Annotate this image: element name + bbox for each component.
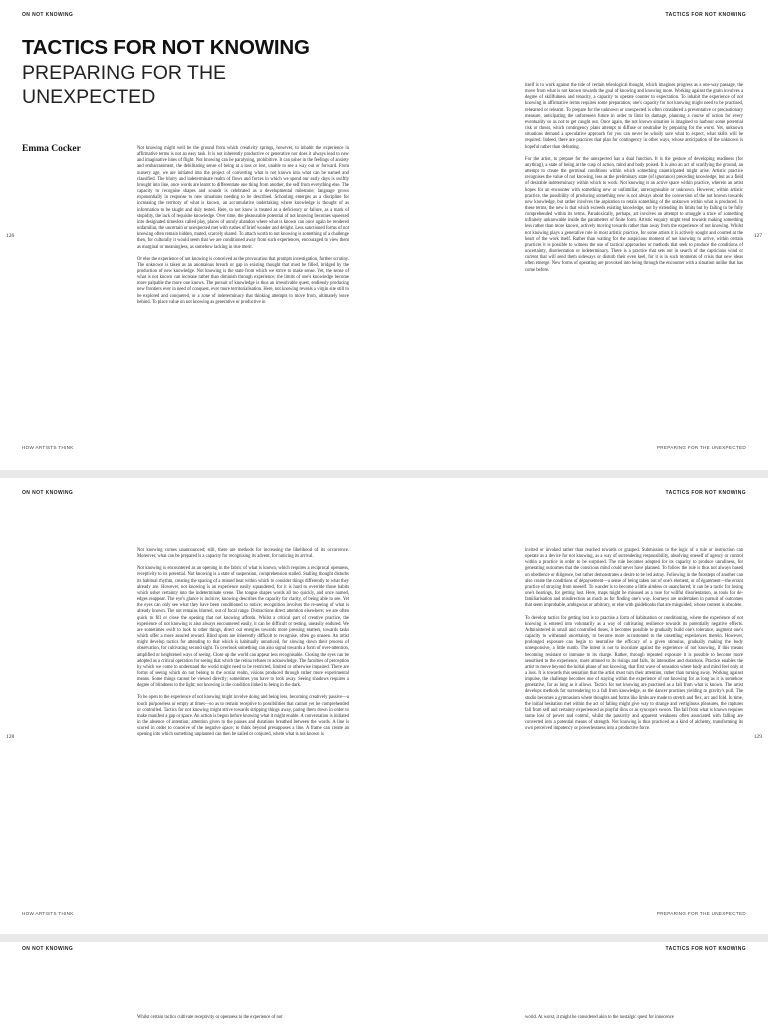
body-column-left xyxy=(137,146,349,312)
book-spread-1 xyxy=(0,0,768,470)
page-number-right: 127 xyxy=(753,233,762,239)
paragraph: For the artist, to prepare for the unexpected has a dual function. It is the gesture of developing readiness (for anything), a state of being at the cusp of action, mind and body poised. It is also an act of scarifying the ground, an attempt to create the germinal conditions within which something unanticipated might arise. Artistic practice recognises the value of not knowing, less as the preliminary state (of ignorance) preceding knowledge, but as a field of desirable indeterminacy within which to work. Not knowing is an active space within practice, wherein an artist hopes for an encounter with something new or unfamiliar, unrecognisable or unknown. However, within artistic practice, the possibility of producing something new is not always about the conversion of the not known towards new knowledge, but rather involves the aspiration to retain something of the unknown within what is produced. In these terms, the new is that which exceeds existing knowledge, not by extending its limits but by failing to be fully comprehended within its terms. Paradoxically, perhaps, art involves an attempt to smuggle a trace of something infinitely unknowable inside the parameters of finite form. Artistic enquiry might tend towards making something less rather than more known, actively moving towards rather than away from the experience of not knowing. Whilst not knowing plays a generative role in most artistic practice, for some artists it is actively sought and courted at the heart of the work itself. Rather than waiting for the auspicious moment of not knowing to arrive, within certain practices it is possible to witness the use of tactical approaches or methods that seek to produce the conditions of uncertainty, disorientation or indeterminacy. There is a practice that sets out in search of the capricious wind or current that will send them sideways or disturb their even keel, for it is in such moments of crisis that new ideas often emerge. New forms of operating are provoked into being through the encounter with a situation unlike that has come before. xyxy=(525,156,743,273)
running-footer-right: PREPARING FOR THE UNEXPECTED xyxy=(656,911,746,916)
running-header-left: ON NOT KNOWING xyxy=(22,946,74,952)
body-column-left xyxy=(137,548,349,745)
running-footer-left: HOW ARTISTS THINK xyxy=(22,911,74,916)
paragraph: To be open to the experience of not knowing might involve doing and being less, becoming creatively passive—a touch purposeless or empty at times—so as to remain receptive to possibilities that cannot yet be comprehended or controlled. Tactics for not knowing might strive towards stripping things away, paring them down in order to make manifest a gap or space. An action is begun before knowing what it might enable. A conversation is initiated in the absence of intention; attention given to the pauses and durations breathed between the words. A line is scored in order to conceive of the negative space; to think beyond presupposes a line. A frame can create an opening into which something unplanned can then be sailed or conjured, where what is not known is xyxy=(137,695,349,738)
running-header-left: ON NOT KNOWING xyxy=(22,12,74,18)
body-column-right xyxy=(525,548,743,739)
book-spread-3 xyxy=(0,942,768,1024)
paragraph: itself is to work against the tide of certain teleological thought, which imagines progress as a one-way passage, the move from what is not known towards the goal of knowing and knowing more. Working against the grain involves a degree of skillfulness and tenacity, a capacity to operate counter to expectation. To inhabit the experience of not knowing in affirmative terms requires some preparation; one's capacity for not knowing might need to be practised, rehearsed or relearnt. To prepare for the unknown or unexpected is often considered a preventative or precautionary measure, anticipating the unforeseen future in order to limit its damage, planning a course of action for every eventuality so as not to get caught out. Once again, the not known situation is imagined to harbour some potential risk or threat, which contingency plans attempt to diffuse or neutralise by preparing for the worst. Yet, unknown situations demand a speculative approach for you can never be wholly sure what to expect, what skills will be required. Indeed, there are practices that plan for contingency in other ways, whose anticipation of the unknown is hopeful rather than defeating. xyxy=(525,83,743,150)
running-footer-right: PREPARING FOR THE UNEXPECTED xyxy=(656,445,746,450)
page-number-right: 129 xyxy=(753,734,762,740)
running-header-left: ON NOT KNOWING xyxy=(22,490,74,496)
body-column-right xyxy=(525,83,743,280)
paragraph: Not knowing might well be the ground from which creativity springs, however, to inhabit the experience in affirmative terms is not an easy task. It is not inherently productive or generative nor does it always lead to new and imaginative lines of flight. Not knowing can be paralysing, prohibitive. It can usher in the feelings of anxiety and embarrassment, the debilitating sense of being at a loss or lost, unable to see a way out or forward. From nursery age, we are initiated into the project of converting what is not known into what can be named and classified. The blurry and indeterminate realm of flows and forces in which we spend our early days is swiftly brought into line, once words are learnt to differentiate one thing from another, the self from everything else. The capacity to recognise shapes and sounds is celebrated as a developmental milestone; language grows exponentially in response to new situations needing to be described. Schooling emerges as a discipline for increasing the territory of what is known, an accumulative undertaking where knowledge is thought of as information to be taught and duly tested. Here, to not know is treated as a deficiency or failure, as a mark of stupidity, the lack of requisite knowledge. Over time, the pleasurable potential of not knowing becomes squeezed into designated timeslots called play, places of unruly abandon where what is known can once again be rendered unfamiliar, the uncertain or unexpected met with rushes of brief wonder and delight. Less sanctioned forms of not knowing often remain hidden, muted, scarcely shared. To attach worth to not knowing is something of a challenge then, for culturally it would seem that we are conditioned away from such experiences, encouraged to view them as marginal or meaningless, as somehow lacking in true merit. xyxy=(137,146,349,250)
running-header-right: TACTICS FOR NOT KNOWING xyxy=(665,490,746,496)
author-name: Emma Cocker xyxy=(22,144,81,154)
running-header-right: TACTICS FOR NOT KNOWING xyxy=(665,946,746,952)
page-number-left: 128 xyxy=(6,734,15,740)
page-separator xyxy=(0,934,768,942)
paragraph: Whilst certain tactics cultivate receptivity or openness to the experience of not xyxy=(137,1015,283,1020)
running-header-right: TACTICS FOR NOT KNOWING xyxy=(665,12,746,18)
paragraph: Not knowing comes unannounced; still, there are methods for increasing the likelihood of its occurrence. Moreover, what can be prepared is a capacity for recognising its advent, for noticing its arrival. xyxy=(137,548,349,560)
paragraph: To develop tactics for getting lost is to practise a form of habituation or conditioning, where the experience of not knowing is entered into voluntarily as a way of cultivating resilience towards its potentially negative effects. Administered in small and controlled doses, it becomes possible to gradually build one's tolerance, augment one's capacity to withstand uncertainty, to become more accustomed to the unsettling experiences therein. However, prolonged exposure can begin to neutralise the efficacy of a given stimulus, gradually making the body unresponsive, a little numb. The intent is not to inoculate against the experience of not knowing, if this means becoming resistant or immune to its charge. Rather, through repeated exposure it is possible to become more sensitised to the experience, more attuned to its risings and falls, its intensities and durations. Practice enables the artist to move beyond the initial phase of not knowing, that first wave of sensation where body and mind feel only at a loss. It is towards this sensation that the artist must turn their attention, rather than turning away. Working against impulse, the challenge becomes one of staying within the experience of not knowing for as long as it is somehow generative, for as long as it allows. Tactics for not knowing are practised as a fall from what is known. The artist develops methods for surrendering to a fall from knowledge, as the dancer practises yielding to gravity's pull. The studio becomes a gymnasium where thoughts and forms like limbs are made to stretch and flex, arc and fold. In time, the initial hesitation met within the act of falling might give way to strange and vertiginous pleasures, the raptures fall from self and certainty experienced as playful ilinx or as syncope's swoon. The fall from what is known requires some loss of power and control, whilst the passivity and apparent weakness often associated with falling are converted into a potential means of strength. Not knowing is thus practiced as a kind of alchemy, transforming its own perceived impotency or powerlessness into a productive force. xyxy=(525,615,743,732)
chapter-title: TACTICS FOR NOT KNOWING xyxy=(22,36,310,59)
page-number-left: 126 xyxy=(6,233,15,239)
page-separator xyxy=(0,470,768,478)
book-spread-2 xyxy=(0,478,768,940)
paragraph: world. At worst, it might be considered akin to the nostalgic quest for innocence xyxy=(525,1015,674,1020)
paragraph: Or else the experience of not knowing is conceived as the provocation that prompts investigation, further scrutiny. The unknown is taken as an anomalous breach or gap in existing thought that must be filled, bridged by the production of new knowledge. Not knowing is the state from which we strive to make sense. Yet, the sense of what is not known can increase rather than diminish through experience; the limits of one's knowledge become more palpable the more one knows. The pursuit of knowledge is thus an irresolvable quest, endlessly producing new frontiers ever in need of conquest, ever more territorialisation. Here, not knowing reveals a virgin site still to be explored and conquered, or a zone of indeterminacy that thinking attempts to move from, ultimately leave behind. To place value on not knowing as generative or productive in xyxy=(137,256,349,305)
body-column-left xyxy=(137,1015,349,1024)
running-footer-left: HOW ARTISTS THINK xyxy=(22,445,74,450)
chapter-subtitle: PREPARING FOR THE UNEXPECTED xyxy=(22,62,227,108)
paragraph: Not knowing is encountered as an opening in the fabric of what is known, which requires a reciprocal openness, receptivity to its potential. Not knowing is a state of suspension, comprehension stalled. Stalling thought disturbs its habitual rhythm, creating the spacing of a missed beat within which to consider things differently to what they already are. However, not knowing is an experience easily squandered, for it is hard to override those habits which usher certainty into the indeterminate scene. The tongue shapes words all too quickly, and once named, edges reappear. The eye's glance is incisive; knowing describes the capacity for clarity, of being able to see. Yet the eyes can only see what they have been conditioned to notice; recognition involves the re-seeing of what is already known. The not remains blurred, out of focal range. Distractions direct attention elsewhere; we are often quick to fill or close the opening that not knowing affords. Whilst a critical part of creative practice, the experience of not knowing is also always encountered easily, it can be difficult or testing, uneasily endured. We are sometimes swift to look to other things, direct our energies towards more pressing matters, towards tasks which offer a more assured reward. Blind spots are inherently difficult to recognise, often go unseen. An artist might develop tactics for attending to that which is habitually unnoticed, for slowing down their process of observation, for cultivating second sight. To overlook something can also signal towards a form of over-attention, amplified or heightened ways of seeing. Close up the world can appear less recognisable. Closing the eyes can be adopted as a critical operation for seeing that which the retina refuses to acknowledge. The faculties of perception by which we come to understand the world might need to be restricted, limited or otherwise impaired. There are forms of seeing which do not belong to the ocular realm, visions produced through rather more experimental means. Some things cannot be viewed directly; sometimes you have to look away. Seeing shadows requires a degree of blindness to the light; not knowing is the condition linked to being in the dark. xyxy=(137,566,349,689)
paragraph: invited or invoked rather than reached towards or grasped. Submission to the logic of a rule or instruction can operate as a device for not knowing, as a way of surrendering responsibility, absolving oneself of agency or control within a practice in order to be surprised. The rule becomes adopted for its capacity to produce unruliness, for generating outcomes that the conscious mind could never have planned. To follow the rule is thus not always based on obedience or diligence, but rather demonstrates a desire to be led astray. Following in the footsteps of another can also create the conditions of dépaysement—a sense of being taken out of one's element, or of égarement—the errant practice of straying from oneself. To wander is to become a little aimless or unanchored; it can be a tactic for losing one's bearings, for getting lost. Here, maps might be misused as a ruse for willful disorientation, as tools for de-familiarisation and misdirection as much as for finding one's way. Journeys are undertaken in pursuit of outcomes that seem improbable, ambiguous or arbitrary, or else with guidebooks that are misguided, whose content is obsolete. xyxy=(525,548,743,609)
body-column-right xyxy=(525,1015,743,1024)
